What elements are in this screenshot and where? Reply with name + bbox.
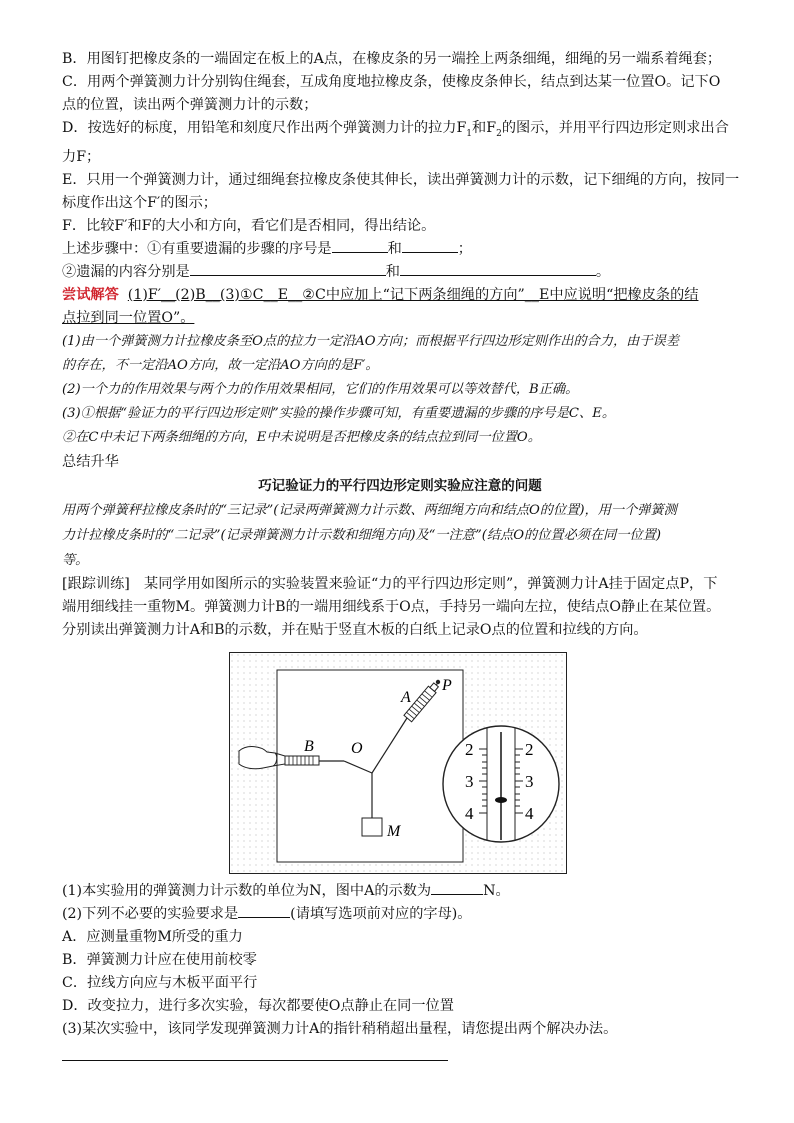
subquestion-2 (62, 903, 738, 926)
step-c-line2: 点的位置，读出两个弹簧测力计的示数； (62, 97, 318, 113)
subquestion-1 (62, 880, 738, 903)
step-d-sub1: 1 (466, 128, 473, 139)
label-b: B (304, 737, 314, 755)
step-d-line2: 力F； (62, 148, 101, 165)
label-o: O (351, 739, 363, 757)
scale-tick-2-left: 2 (465, 739, 474, 759)
followup-line1: [跟踪训练] 某同学用如图所示的实验装置来验证“力的平行四边形定则”，弹簧测力计A挂于固定点P，下 (62, 575, 718, 592)
subquestion-2-text: (2)下列不必要的实验要求是 (62, 905, 239, 922)
summary-note-3: 等。 (62, 552, 89, 568)
option-d: D．改变拉力，进行多次实验，每次都要使O点静止在同一位置 (62, 997, 454, 1014)
explanation-1b: 的存在，不一定沿AO方向，故一定沿AO方向的是F′。 (62, 357, 379, 373)
answer-blank-1a[interactable] (332, 238, 388, 253)
fixed-point-p (436, 680, 440, 684)
summary-note-2: 力计拉橡皮条时的“二记录”(记录弹簧测力计示数和细绳方向)及“一注意”(结点O的位置必须在同一位置) (62, 527, 662, 543)
step-d-sub2: 2 (496, 128, 502, 139)
subquestion-1-text: (1)本实验用的弹簧测力计示数的单位为N，图中A的示数为 (62, 882, 432, 899)
scale-pointer (495, 797, 507, 803)
step-b: B．用图钉把橡皮条的一端固定在板上的A点，在橡皮条的另一端拴上两条细绳，细绳的另一端系着绳套； (62, 51, 722, 67)
step-e-line1: E．只用一个弹簧测力计，通过细绳套拉橡皮条使其伸长，读出弹簧测力计的示数，记下细绳的方向，按同一 (62, 171, 740, 188)
question-1 (62, 238, 738, 261)
experiment-diagram (229, 652, 567, 874)
step-f: F．比较F′和F的大小和方向，看它们是否相同，得出结论。 (62, 217, 436, 234)
option-c: C．拉线方向应与木板平面平行 (62, 974, 258, 991)
question-2-and: 和 (385, 263, 400, 280)
step-e-line2: 标度作出这个F′的图示； (62, 194, 217, 211)
explanation-2: (2)一个力的作用效果与两个力的作用效果相同，它们的作用效果可以等效替代，B正确。 (62, 381, 579, 397)
option-a: A．应测量重物M所受的重力 (62, 928, 243, 945)
spring-scale-b (285, 756, 319, 765)
summary-note-1: 用两个弹簧秤拉橡皮条时的“三记录”(记录两弹簧测力计示数、两细绳方向和结点O的位置)，用一个弹簧测 (62, 502, 677, 518)
answer-blank-1b[interactable] (402, 238, 458, 253)
weight-m (362, 818, 382, 836)
label-p: P (442, 676, 452, 694)
answer-blank-4[interactable] (238, 903, 290, 918)
question-1-text: 上述步骤中：①有重要遗漏的步骤的序号是 (62, 240, 332, 257)
step-d-line1 (62, 117, 738, 146)
scale-tick-3-right: 3 (525, 771, 534, 791)
label-m: M (387, 822, 401, 840)
scale-tick-4-left: 4 (465, 803, 474, 823)
summary-heading: 总结升华 (62, 453, 119, 470)
answer-text2: 点拉到同一位置O”。 (62, 309, 195, 326)
question-1-and: 和 (387, 240, 402, 257)
step-d-pre: D．按选好的标度，用铅笔和刻度尺作出两个弹簧测力计的拉力F (62, 120, 467, 136)
followup-line3: 分别读出弹簧测力计A和B的示数，并在贴于竖直木板的白纸上记录O点的位置和拉线的方向。 (62, 621, 648, 638)
option-b: B．弹簧测力计应在使用前校零 (62, 951, 257, 968)
scale-tick-4-right: 4 (525, 803, 534, 823)
question-2 (62, 261, 738, 284)
step-d-mid: 和F (472, 120, 497, 136)
subquestion-1-end: N。 (483, 882, 510, 899)
explanation-4: ②在C中未记下两条细绳的方向，E中未说明是否把橡皮条的结点拉到同一位置O。 (62, 429, 541, 445)
answer-line2 (62, 307, 738, 330)
scale-tick-3-left: 3 (465, 771, 474, 791)
answer-blank-3[interactable] (431, 880, 483, 895)
subquestion-2-end: (请填写选项前对应的字母)。 (290, 905, 472, 922)
explanation-1a: (1)由一个弹簧测力计拉橡皮条至O点的拉力一定沿AO方向；而根据平行四边形定则作出的合力，由于误差 (62, 333, 679, 349)
scale-tick-2-right: 2 (525, 739, 534, 759)
answer-blank-2b[interactable] (400, 261, 596, 276)
question-2-text: ②遗漏的内容分别是 (62, 263, 190, 280)
followup-line2: 端用细线挂一重物M。弹簧测力计B的一端用细线系于O点，手持另一端向左拉，使结点O静止在某位置。 (62, 598, 721, 615)
explanation-3: (3)①根据“验证力的平行四边形定则”实验的操作步骤可知，有重要遗漏的步骤的序号是C、E。 (62, 405, 616, 421)
step-d-post: 的图示，并用平行四边形定则求出合 (501, 120, 729, 136)
question-2-end: 。 (595, 263, 611, 280)
answer-label: 尝试解答 (62, 286, 119, 303)
subquestion-3: (3)某次实验中，该同学发现弹簧测力计A的指针稍稍超出量程，请您提出两个解决办法。 (62, 1020, 618, 1037)
question-1-end: ； (457, 240, 472, 257)
answer-line1 (62, 284, 738, 307)
answer-line[interactable] (62, 1060, 448, 1061)
step-c-line1: C．用两个弹簧测力计分别钩住绳套，互成角度地拉橡皮条，使橡皮条伸长，结点到达某一位置O。记下O (62, 74, 721, 90)
label-a: A (401, 688, 411, 706)
experiment-figure (229, 652, 567, 874)
answer-text1: (1)F′__(2)B__(3)①C__E__②C中应加上“记下两条细绳的方向”__E中应说明“把橡皮条的结 (127, 286, 699, 303)
answer-blank-2a[interactable] (190, 261, 386, 276)
summary-title: 巧记验证力的平行四边形定则实验应注意的问题 (258, 477, 542, 494)
document-page (62, 48, 738, 1041)
